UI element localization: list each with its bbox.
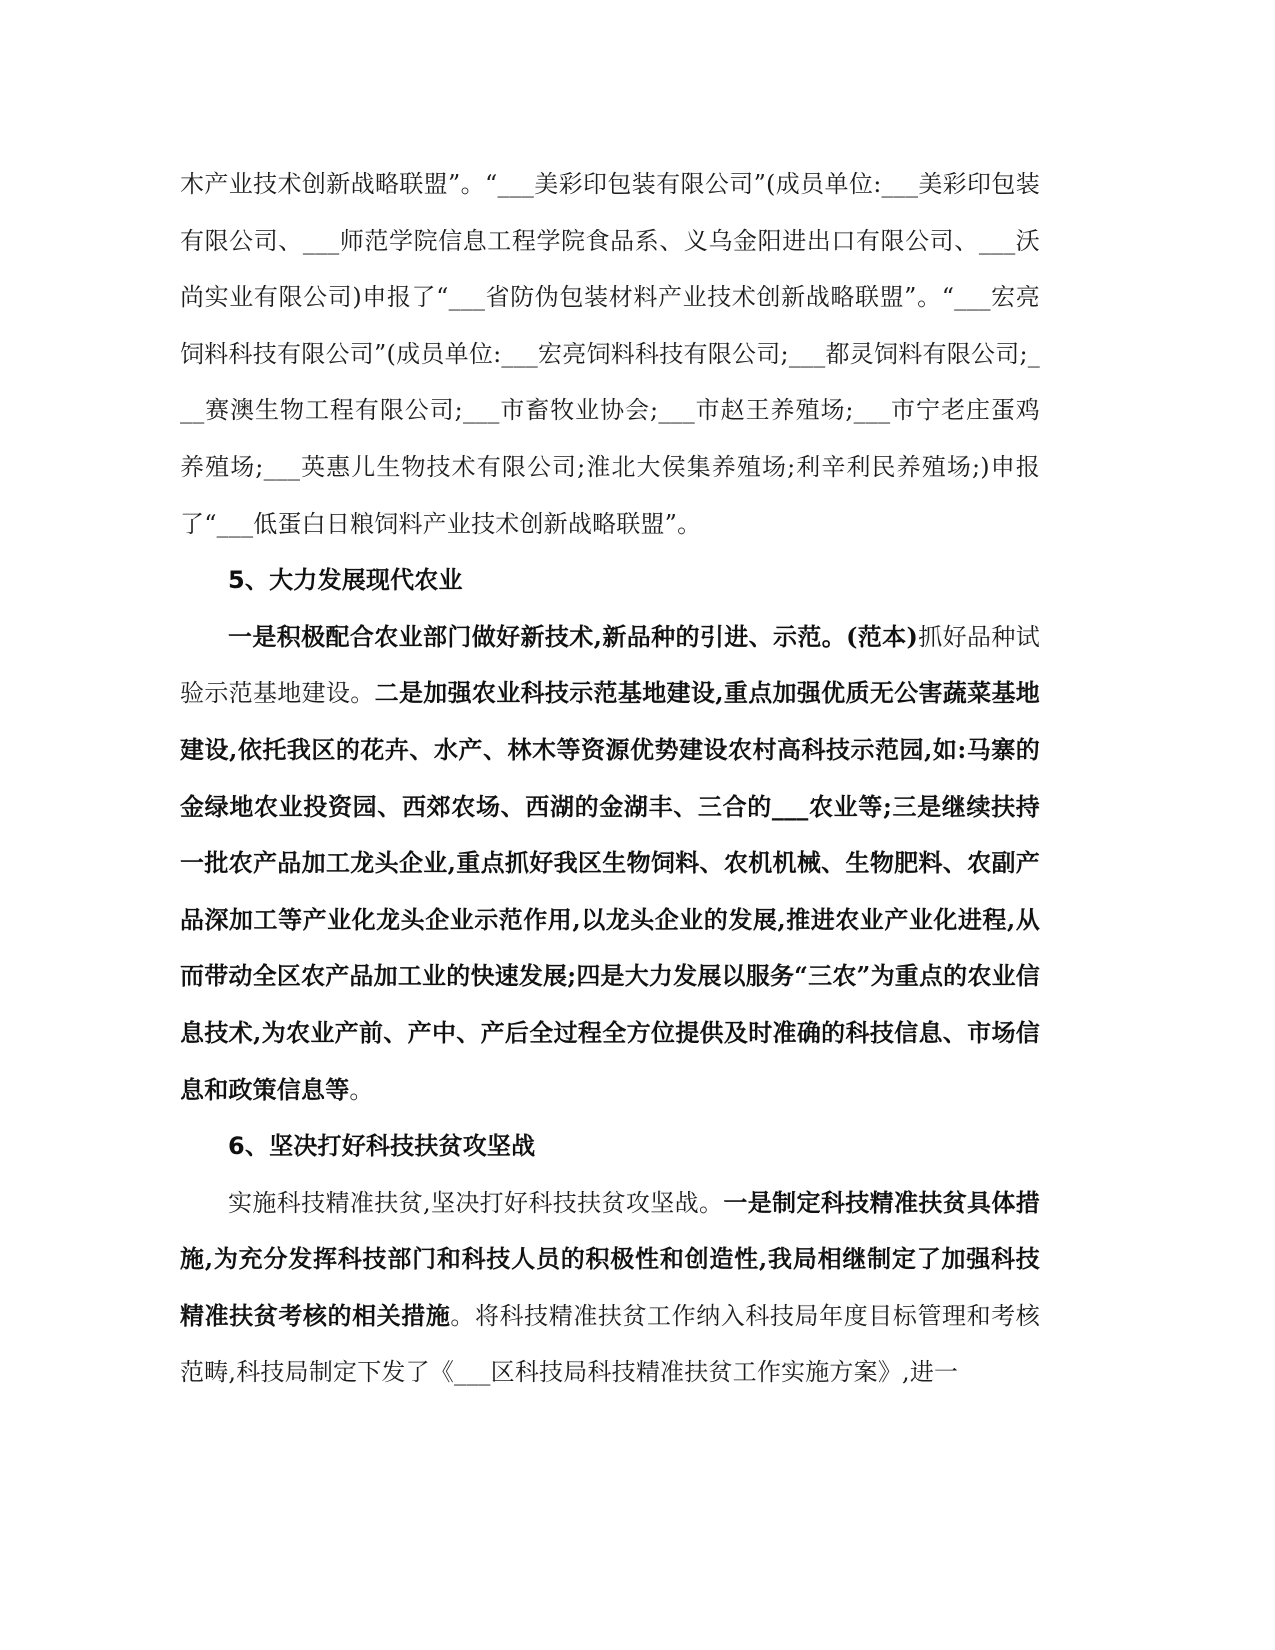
- section-heading-poverty-alleviation: 6、坚决打好科技扶贫攻坚战: [228, 1132, 536, 1161]
- document-body: [180, 156, 1040, 1401]
- normal-text: 。将科技精准扶贫工作纳入科技局年度目标管理和考核范畴,科技局制定下发了《___区科技局科技精准扶贫工作实施方案》,进一: [180, 1301, 1040, 1387]
- emphasis-text: 一是制定科技精准扶贫具体措施,为充分发挥科技部门和科技人员的积极性和创造性,我局相继制定了加强科技精准扶贫考核的相关措施: [180, 1187, 1040, 1330]
- normal-text: 抓好品种试验示范基地建设。: [180, 622, 1040, 708]
- paragraph-modern-agriculture: [180, 609, 1040, 1118]
- normal-text: 实施科技精准扶贫,坚决打好科技扶贫攻坚战。: [228, 1188, 724, 1217]
- section-heading-modern-agriculture: 5、大力发展现代农业: [228, 566, 463, 595]
- emphasis-text: 二是加强农业科技示范基地建设,重点加强优质无公害蔬菜基地建设,依托我区的花卉、水产、林木等资源优势建设农村高科技示范园,如:马寨的金绿地农业投资园、西郊农场、西湖的金湖丰、三合的___农业等;三是继续扶持一批农产品加工龙头企业,重点抓好我区生物饲料、农机机械、生物肥料、农副产品深加工等产业化龙头企业示范作用,以龙头企业的发展,推进农业产业化进程,从而带动全区农产品加工业的快速发展;四是大力发展以服务“三农”为重点的农业信息技术,为农业产前、产中、产后全过程全方位提供及时准确的科技信息、市场信息和政策信息等: [180, 678, 1040, 1104]
- emphasis-text: 一是积极配合农业部门做好新技术,新品种的引进、示范。(范本): [228, 621, 919, 651]
- paragraph-alliance-list: 木产业技术创新战略联盟”。“___美彩印包装有限公司”(成员单位:___美彩印包装有限公司、___师范学院信息工程学院食品系、义乌金阳进出口有限公司、___沃尚实业有限公司)申报了“___省防伪包装材料产业技术创新战略联盟”。“___宏亮饲料科技有限公司”(成员单位:___宏亮饲料科技有限公司;___都灵饲料有限公司;___赛澳生物工程有限公司;___市畜牧业协会;___市赵王养殖场;___市宁老庄蛋鸡养殖场;___英惠儿生物技术有限公司;淮北大侯集养殖场;利辛利民养殖场;)申报了“___低蛋白日粮饲料产业技术创新战略联盟”。: [180, 170, 1040, 538]
- paragraph-poverty-alleviation: [180, 1175, 1040, 1401]
- normal-text: 。: [349, 1075, 374, 1104]
